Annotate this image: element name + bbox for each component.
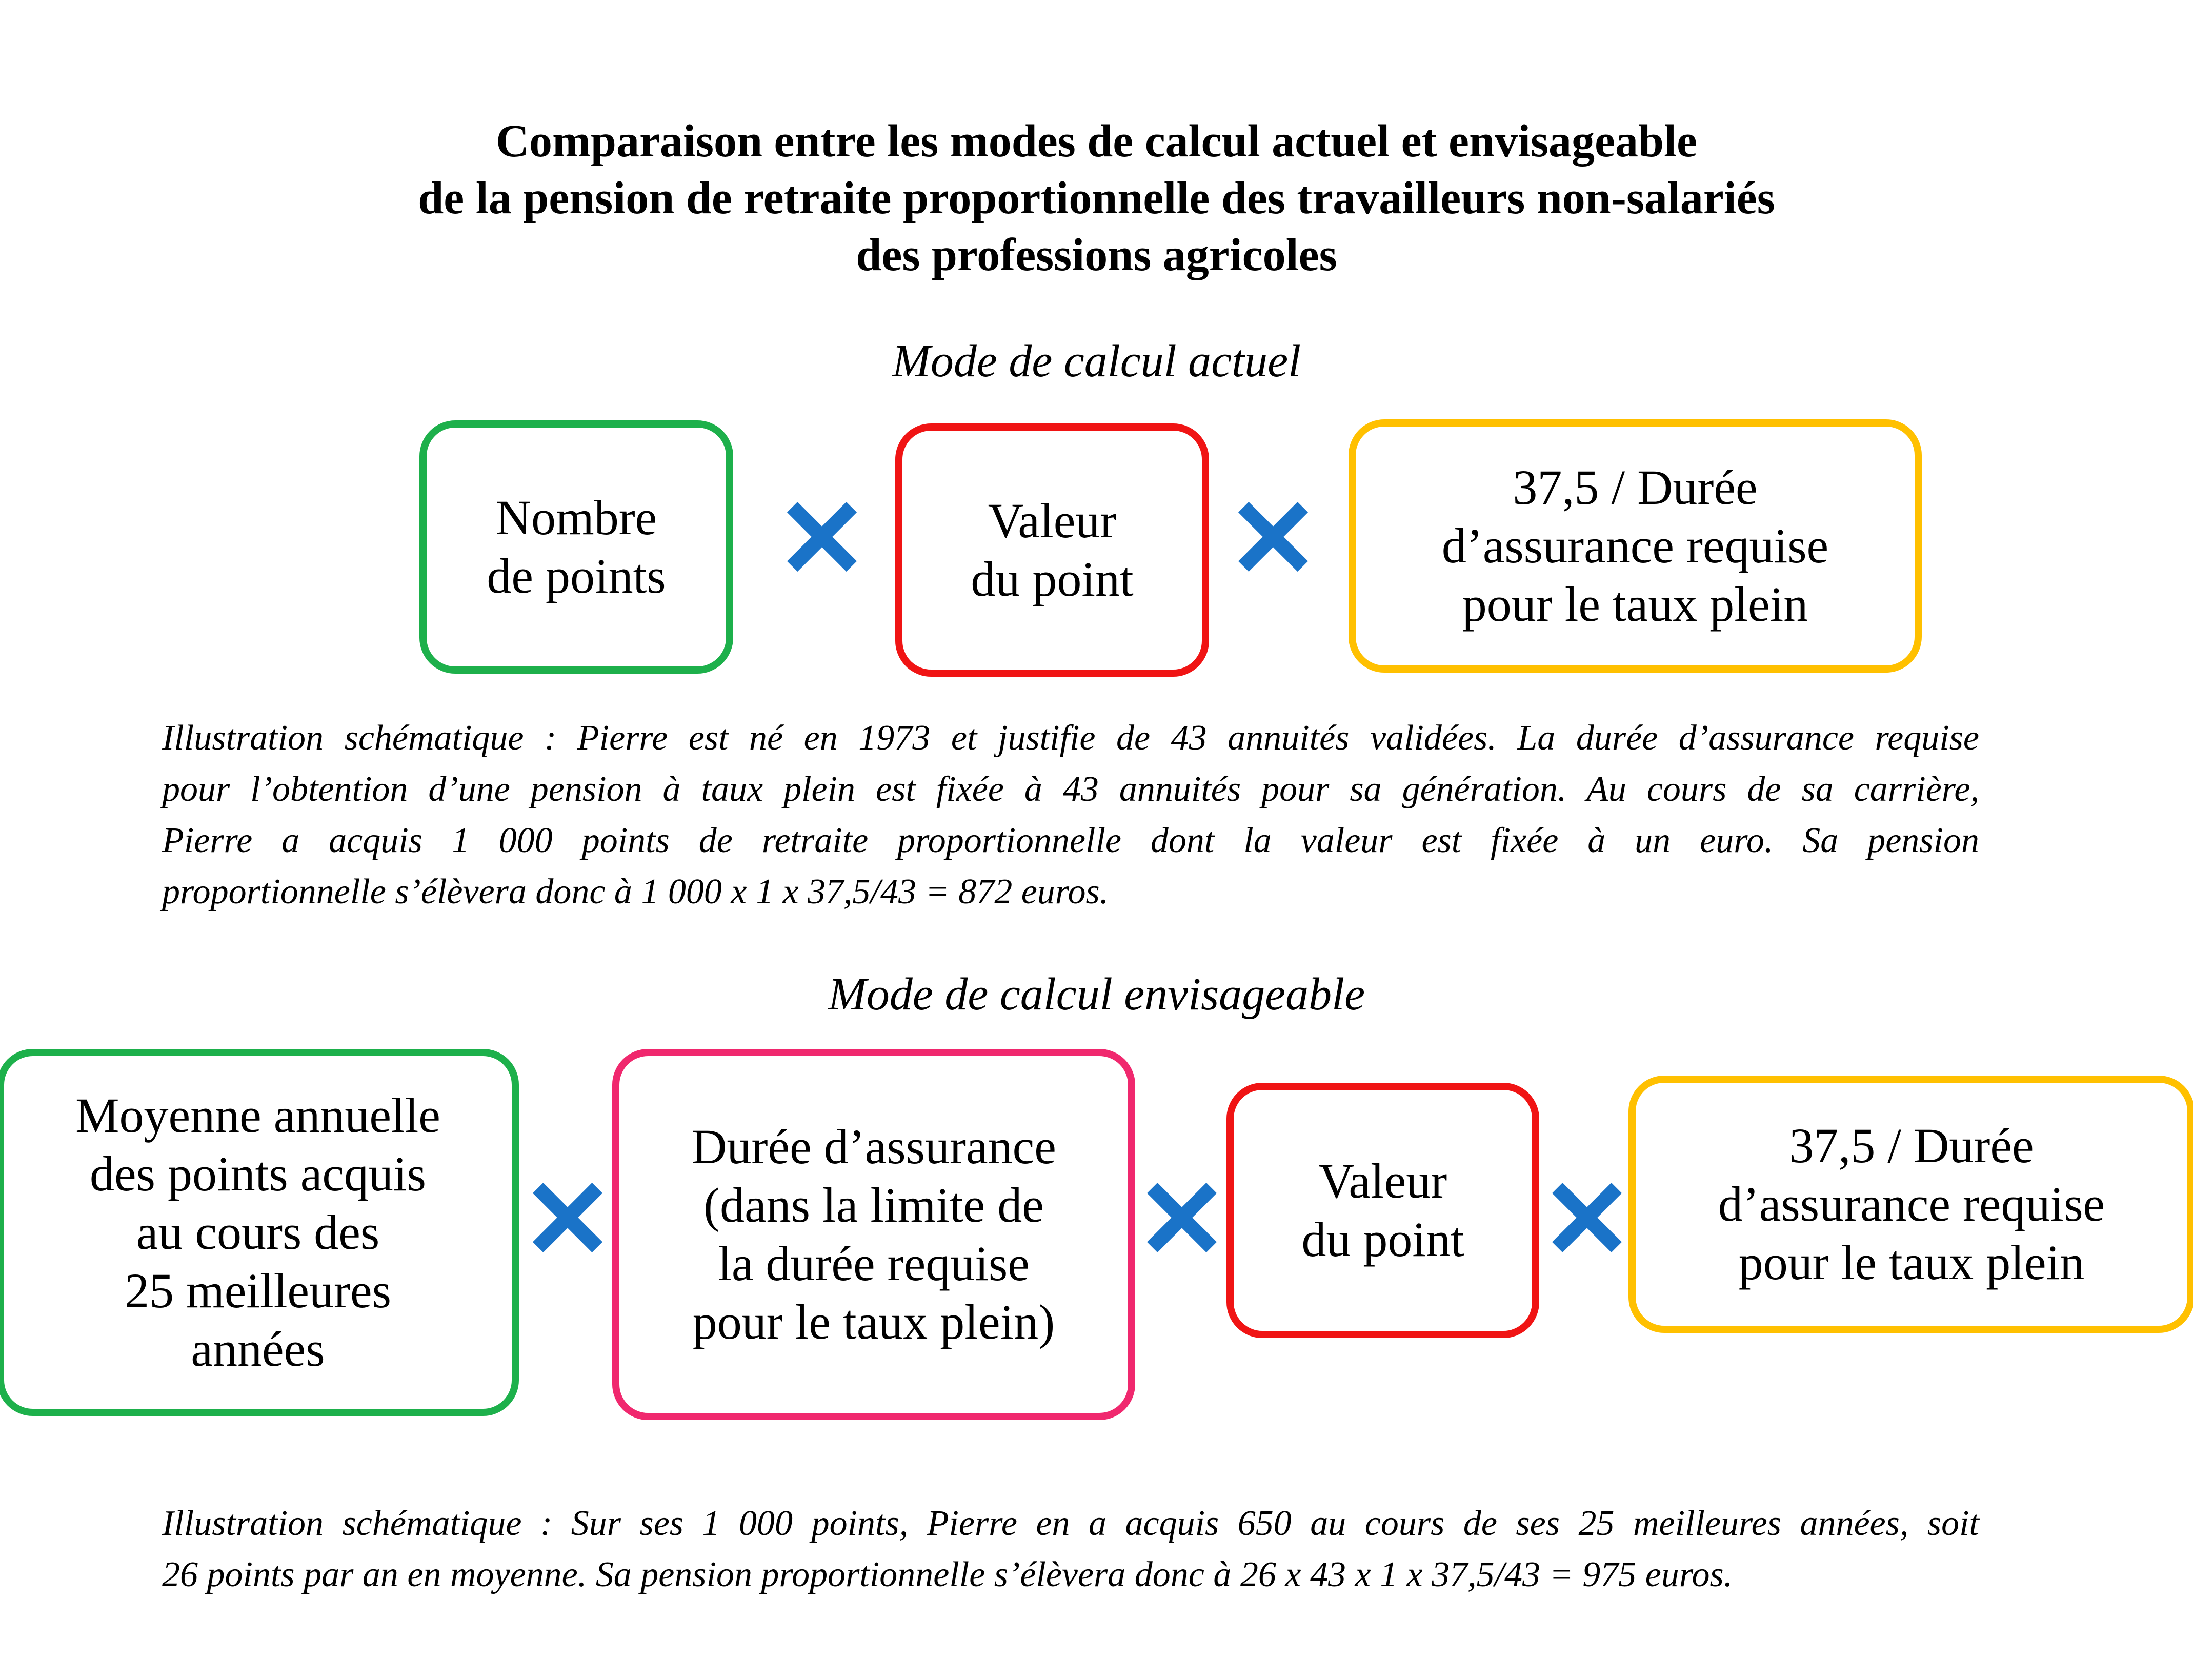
box-line: 37,5 / Durée bbox=[1513, 460, 1758, 515]
box-line: d’assurance requise bbox=[1718, 1177, 2105, 1231]
box-line: Moyenne annuelle bbox=[75, 1088, 440, 1143]
current-illustration bbox=[162, 713, 1979, 918]
illustration-line: Pierre a acquis 1 000 points de retraite proportionnelle dont la valeur est fixée à un euro. Sa pension bbox=[162, 821, 1979, 860]
box-line: pour le taux plein bbox=[1462, 577, 1808, 632]
box-line: Valeur bbox=[988, 493, 1117, 548]
box-moyenne-annuelle bbox=[0, 1049, 519, 1416]
box-valeur-du-point bbox=[895, 423, 1209, 677]
box-line: Nombre bbox=[495, 490, 657, 545]
title-line: de la pension de retraite proportionnelle des travailleurs non-salariés bbox=[418, 173, 1775, 224]
box-nombre-de-points bbox=[419, 420, 733, 674]
multiply-icon bbox=[1138, 1174, 1225, 1261]
box-line: 37,5 / Durée bbox=[1789, 1118, 2034, 1173]
multiply-icon bbox=[1230, 493, 1317, 580]
multiply-icon bbox=[1543, 1174, 1631, 1261]
box-line: la durée requise bbox=[718, 1236, 1030, 1291]
box-duree-assurance bbox=[612, 1049, 1135, 1420]
title-line: Comparaison entre les modes de calcul actuel et envisageable bbox=[495, 116, 1698, 167]
box-line: de points bbox=[487, 549, 666, 603]
proposed-illustration bbox=[162, 1498, 1979, 1601]
box-line: Valeur bbox=[1318, 1153, 1447, 1208]
box-valeur-du-point bbox=[1226, 1083, 1539, 1338]
box-line: des points acquis bbox=[90, 1146, 426, 1201]
box-coefficient-duree bbox=[1628, 1076, 2193, 1333]
multiply-icon bbox=[778, 493, 866, 580]
box-line: d’assurance requise bbox=[1441, 518, 1829, 573]
box-line: 25 meilleures bbox=[125, 1263, 391, 1318]
box-line: du point bbox=[971, 552, 1134, 606]
box-line: pour le taux plein bbox=[1738, 1235, 2085, 1290]
multiply-icon bbox=[524, 1174, 611, 1261]
illustration-line: Illustration schématique : Pierre est né en 1973 et justifie de 43 annuités validées. La durée d’assurance requise bbox=[162, 718, 1979, 758]
box-line: du point bbox=[1301, 1212, 1464, 1267]
box-line: années bbox=[191, 1322, 325, 1377]
illustration-line: pour l’obtention d’une pension à taux plein est fixée à 43 annuités pour sa génération. Au cours de sa carrière, bbox=[162, 770, 1979, 809]
box-line: au cours des bbox=[136, 1205, 380, 1260]
box-line: Durée d’assurance bbox=[691, 1119, 1056, 1174]
illustration-line: proportionnelle s’élèvera donc à 1 000 x 1 x 37,5/43 = 872 euros. bbox=[162, 872, 1109, 912]
box-line: (dans la limite de bbox=[703, 1178, 1044, 1232]
page-title bbox=[0, 113, 2193, 284]
illustration-line: Illustration schématique : Sur ses 1 000 points, Pierre en a acquis 650 au cours de ses 25 meilleures années, soit bbox=[162, 1504, 1979, 1543]
illustration-line: 26 points par an en moyenne. Sa pension proportionnelle s’élèvera donc à 26 x 43 x 1 x 37,5/43 = 975 euros. bbox=[162, 1555, 1733, 1594]
box-coefficient-duree bbox=[1349, 419, 1922, 673]
box-line: pour le taux plein) bbox=[692, 1294, 1055, 1349]
title-line: des professions agricoles bbox=[856, 230, 1337, 280]
proposed-mode-heading: Mode de calcul envisageable bbox=[828, 969, 1365, 1020]
current-mode-heading: Mode de calcul actuel bbox=[892, 336, 1301, 387]
